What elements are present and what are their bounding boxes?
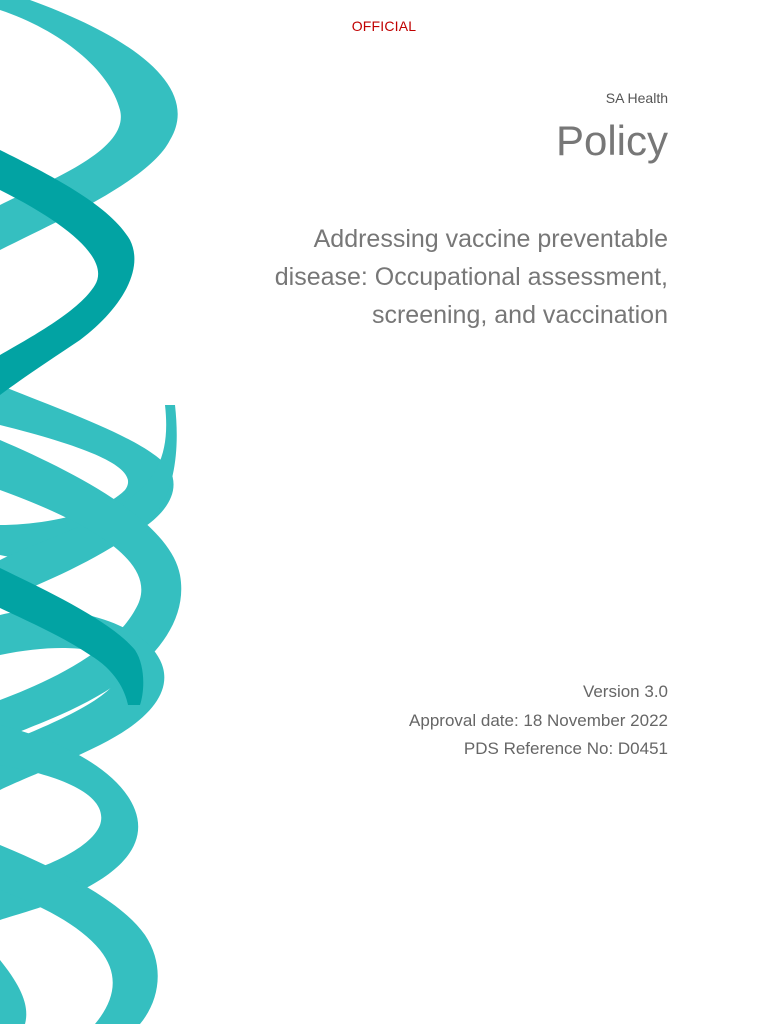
ribbon-strand-light bbox=[0, 960, 26, 1024]
approval-date-text: Approval date: 18 November 2022 bbox=[409, 710, 668, 730]
document-title-line: Addressing vaccine preventable bbox=[313, 225, 668, 253]
organisation-name: SA Health bbox=[605, 90, 668, 106]
document-metadata bbox=[409, 678, 668, 764]
document-type-heading: Policy bbox=[555, 117, 668, 164]
pds-reference-text: PDS Reference No: D0451 bbox=[463, 739, 668, 758]
document-title-line: screening, and vaccination bbox=[371, 301, 668, 329]
security-classification-label: OFFICIAL bbox=[351, 18, 417, 34]
document-title bbox=[228, 220, 668, 334]
dna-ribbon-graphic bbox=[0, 0, 200, 1024]
version-text: Version 3.0 bbox=[582, 682, 668, 701]
document-title-line: disease: Occupational assessment, bbox=[274, 263, 668, 291]
